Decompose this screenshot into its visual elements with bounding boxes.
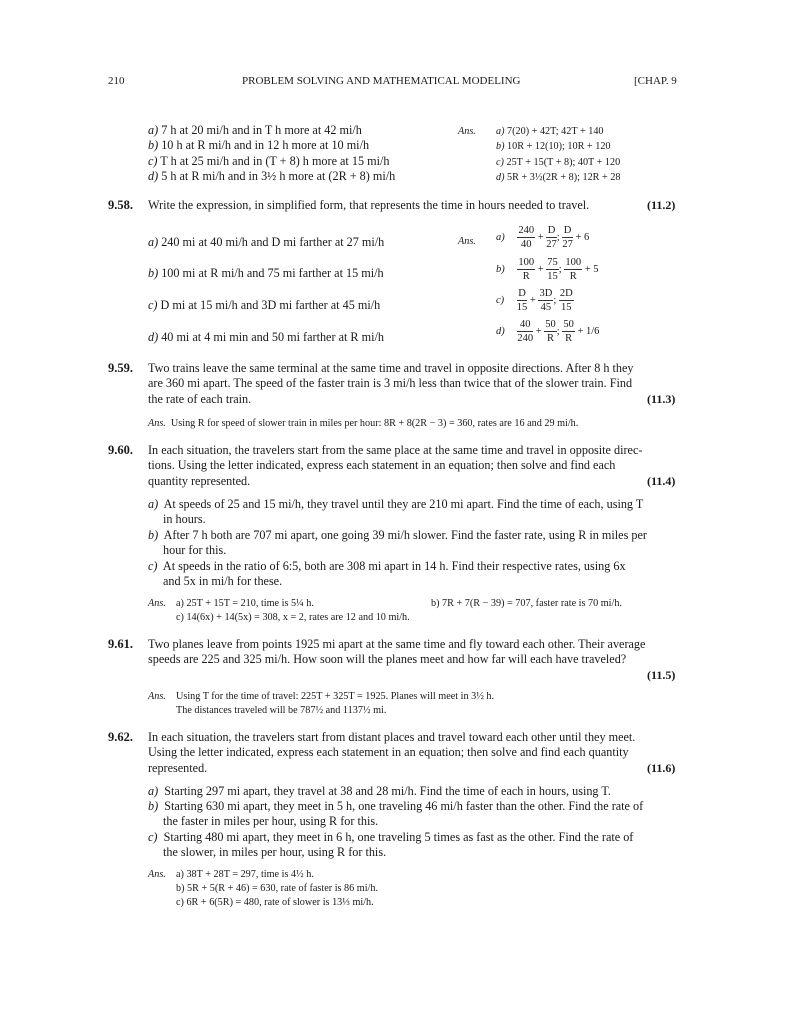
answer-label: Ans. xyxy=(148,869,166,880)
list-item: b) Starting 630 mi apart, they meet in 5 h, one traveling 46 mi/h faster than the other. Find the rate of the faster in miles per hour, using R for this. xyxy=(148,799,644,829)
problem-text: Two trains leave the same terminal at the same time and travel in opposite directions. After 8 h they are 360 mi apart. The speed of the faster train is 3 mi/h less than twice that of the slower train. Find the rate of each train. xyxy=(148,361,634,406)
answer-line: The distances traveled will be 787½ and 1137½ mi. xyxy=(176,705,387,716)
fraction: $\frac{40}{240}$ xyxy=(517,319,534,344)
problem-number: 9.60. xyxy=(108,443,133,457)
list-item: b) 10 h at R mi/h and in 12 h more at 10 mi/h xyxy=(148,138,370,153)
answer-label: Ans. xyxy=(148,598,166,609)
answer-line: b) $\frac{100}{R}$ + $\frac{75}{15}$ ; $\frac{100}{R}$ + 5 xyxy=(496,257,599,282)
problem-reference: (11.4) xyxy=(647,474,676,488)
top-answers xyxy=(496,124,621,186)
fraction: $\frac{3D}{45}$ xyxy=(539,288,553,313)
problem-reference: (11.3) xyxy=(647,392,676,406)
problem-number: 9.61. xyxy=(108,637,133,651)
problem-text: Two planes leave from points 1925 mi apart at the same time and fly toward each other. Their average speeds are 225 and 325 mi/h. How soon will the planes meet and how far will each have traveled? xyxy=(148,637,646,667)
problem-text: In each situation, the travelers start from the same place at the same time and travel in opposite direc- tions. Using the letter indicated, express each statement in an equation; then solve and find each quantity represented. xyxy=(148,443,643,488)
fraction: $\frac{D}{27}$ xyxy=(546,225,557,250)
list-item: c) Starting 480 mi apart, they meet in 6 h, one traveling 5 times as fast as the other. Find the rate of the slower, in miles per hour, using R for this. xyxy=(148,830,634,860)
fraction: $\frac{D}{15}$ xyxy=(516,288,528,313)
fraction: $\frac{50}{R}$ xyxy=(545,319,556,344)
problem-number: 9.59. xyxy=(108,361,133,375)
problem-reference: (11.6) xyxy=(647,761,676,775)
answer-line: a) 25T + 15T = 210, time is 5¼ h. xyxy=(176,598,314,609)
problem-reference: (11.2) xyxy=(647,198,676,212)
top-item-list xyxy=(148,123,395,185)
answer-line: c) 6R + 6(5R) = 480, rate of slower is 13⅓ mi/h. xyxy=(176,897,374,908)
fraction: $\frac{50}{R}$ xyxy=(563,319,574,344)
list-item: a) 240 mi at 40 mi/h and D mi farther at 27 mi/h xyxy=(148,235,385,249)
list-item: c) At speeds in the ratio of 6:5, both are 308 mi apart in 14 h. Find their respective rates, using 6x and 5x in mi/h for these. xyxy=(148,559,626,589)
answer-line: Ans. Using R for speed of slower train in miles per hour: 8R + 8(2R − 3) = 360, rates are 16 and 29 mi/h. xyxy=(148,418,579,429)
page-number: 210 xyxy=(108,75,125,87)
answer-label: Ans. xyxy=(458,126,476,137)
fraction: $\frac{100}{R}$ xyxy=(518,257,535,282)
fraction: $\frac{240}{40}$ xyxy=(518,225,535,250)
problem-reference: (11.5) xyxy=(647,668,676,682)
fraction: $\frac{2D}{15}$ xyxy=(559,288,573,313)
answer-label: Ans. xyxy=(458,236,476,247)
answer-line: Using T for the time of travel: 225T + 325T = 1925. Planes will meet in 3½ h. xyxy=(176,691,495,702)
list-item: c) T h at 25 mi/h and in (T + 8) h more at 15 mi/h xyxy=(148,153,390,168)
answer-line: c) $\frac{D}{15}$ + $\frac{3D}{45}$ ; $\frac{2D}{15}$ xyxy=(496,288,573,313)
answer-line: b) 10R + 12(10); 10R + 120 xyxy=(496,141,611,153)
fraction: $\frac{D}{27}$ xyxy=(562,225,573,250)
answer-line: b) 7R + 7(R − 39) = 707, faster rate is 70 mi/h. xyxy=(431,598,622,609)
problem-text: Write the expression, in simplified form, that represents the time in hours needed to travel. xyxy=(148,198,590,212)
answer-line: a) $\frac{240}{40}$ + $\frac{D}{27}$ ; $\frac{D}{27}$ + 6 xyxy=(496,225,590,250)
answer-line: a) 7(20) + 42T; 42T + 140 xyxy=(496,126,604,137)
fraction: $\frac{75}{15}$ xyxy=(547,257,558,282)
running-title: PROBLEM SOLVING AND MATHEMATICAL MODELING xyxy=(242,75,521,87)
list-item: b) After 7 h both are 707 mi apart, one going 39 mi/h slower. Find the faster rate, using R in miles per hour for this. xyxy=(148,528,647,558)
chapter-label: [CHAP. 9 xyxy=(634,75,677,87)
answer-line: c) 25T + 15(T + 8); 40T + 120 xyxy=(496,156,621,168)
answer-line: b) 5R + 5(R + 46) = 630, rate of faster is 86 mi/h. xyxy=(176,883,378,894)
answer-line: a) 38T + 28T = 297, time is 4½ h. xyxy=(176,869,314,880)
list-item: a) At speeds of 25 and 15 mi/h, they travel until they are 210 mi apart. Find the time of each, using T in hours. xyxy=(148,497,644,527)
list-item: d) 40 mi at 4 mi min and 50 mi farther at R mi/h xyxy=(148,330,384,344)
problem-text: In each situation, the travelers start from distant places and travel toward each other until they meet. Using the letter indicated, express each statement in an equation; then solve and find each quantity represented. xyxy=(148,730,636,775)
answer-label: Ans. xyxy=(148,691,166,702)
answer-line: c) 14(6x) + 14(5x) = 308, x = 2, rates are 12 and 10 mi/h. xyxy=(176,612,410,623)
list-item: a) Starting 297 mi apart, they travel at 38 and 28 mi/h. Find the time of each in hours, using T. xyxy=(148,784,611,798)
problem-number: 9.58. xyxy=(108,198,133,212)
answer-line: d) 5R + 3½(2R + 8); 12R + 28 xyxy=(496,172,621,184)
problem-number: 9.62. xyxy=(108,730,133,744)
answer-line: d) $\frac{40}{240}$ + $\frac{50}{R}$ ; $\frac{50}{R}$ + 1/6 xyxy=(496,319,600,344)
list-item: a) 7 h at 20 mi/h and in T h more at 42 mi/h xyxy=(148,123,362,137)
fraction: $\frac{100}{R}$ xyxy=(565,257,582,282)
list-item: b) 100 mi at R mi/h and 75 mi farther at 15 mi/h xyxy=(148,266,384,280)
list-item: d) 5 h at R mi/h and in 3½ h more at (2R + 8) mi/h xyxy=(148,169,396,184)
list-item: c) D mi at 15 mi/h and 3D mi farther at 45 mi/h xyxy=(148,298,381,312)
